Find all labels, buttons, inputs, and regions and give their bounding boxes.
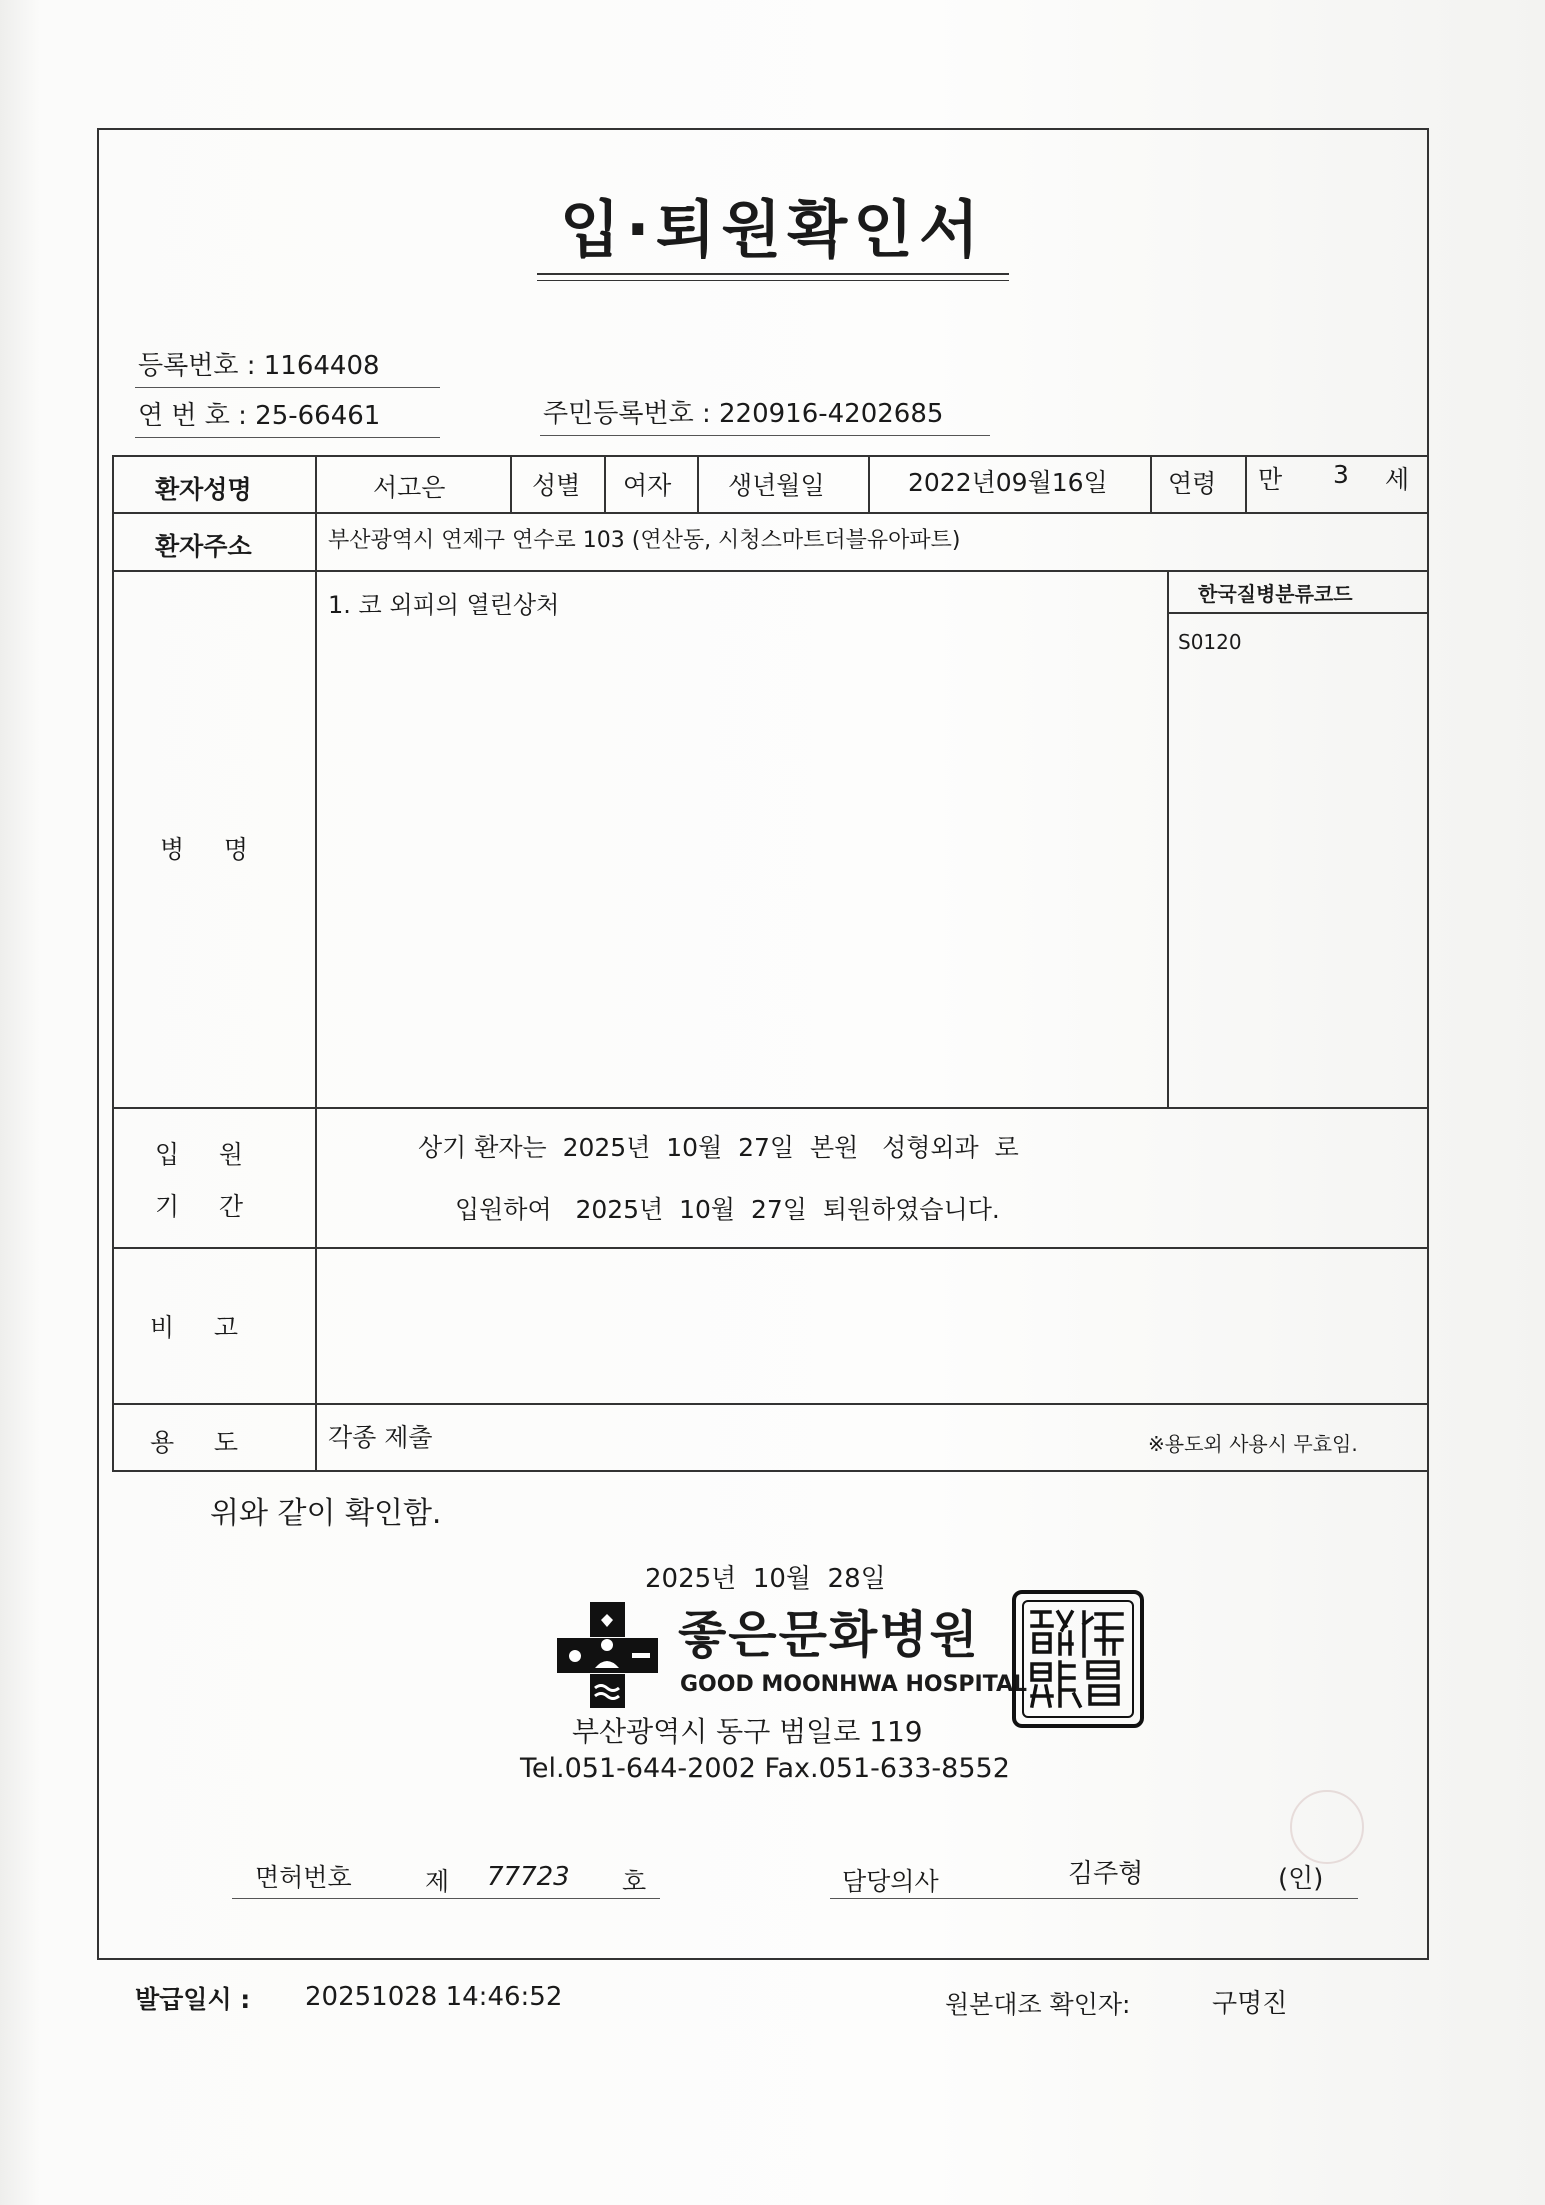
age-suffix: 세 xyxy=(1385,465,1410,494)
registration-number: 등록번호 : 1164408 xyxy=(138,351,380,381)
table-line xyxy=(112,570,1429,572)
dob-value: 2022년09월16일 xyxy=(908,468,1108,497)
underline xyxy=(830,1898,1358,1899)
table-line xyxy=(112,1107,1429,1109)
admission-line-2: 입원하여 2025년 10월 27일 퇴원하였습니다. xyxy=(455,1195,1000,1224)
remarks-label: 비 고 xyxy=(150,1313,239,1342)
license-number: 77723 xyxy=(487,1862,570,1892)
underline xyxy=(135,437,440,438)
sex-label: 성별 xyxy=(532,471,581,500)
table-line xyxy=(112,1403,1429,1405)
document-title: 입·퇴원확인서 xyxy=(560,193,985,266)
diagnosis-item: 1. 코 외피의 열린상처 xyxy=(328,591,560,619)
year-number: 연 번 호 : 25-66461 xyxy=(138,401,381,431)
disease-code-header: 한국질병분류코드 xyxy=(1198,582,1353,606)
confirmation-date: 2025년 10월 28일 xyxy=(645,1564,886,1594)
doctor-name: 김주형 xyxy=(1068,1859,1144,1889)
table-line xyxy=(868,455,870,512)
table-line xyxy=(604,455,606,512)
issue-label: 발급일시 : xyxy=(135,1985,251,2014)
table-line xyxy=(1167,612,1429,614)
hospital-address: 부산광역시 동구 범일로 119 xyxy=(572,1715,923,1748)
purpose-value: 각종 제출 xyxy=(328,1423,433,1452)
hospital-contact: Tel.051-644-2002 Fax.051-633-8552 xyxy=(520,1753,1010,1784)
table-line xyxy=(697,455,699,512)
purpose-label: 용 도 xyxy=(150,1428,239,1457)
hospital-seal-icon xyxy=(1012,1590,1144,1728)
table-line xyxy=(1245,455,1247,512)
patient-name-label: 환자성명 xyxy=(155,475,252,504)
resident-number: 주민등록번호 : 220916-4202685 xyxy=(543,399,944,429)
table-line xyxy=(510,455,512,512)
underline xyxy=(540,435,990,436)
hospital-logo-icon xyxy=(555,1600,660,1710)
patient-address: 부산광역시 연제구 연수로 103 (연산동, 시청스마트더블유아파트) xyxy=(328,528,961,553)
underline xyxy=(135,387,440,388)
hospital-name-en: GOOD MOONHWA HOSPITAL xyxy=(680,1672,1028,1697)
age-label: 연령 xyxy=(1168,469,1217,498)
license-prefix: 제 xyxy=(425,1867,450,1896)
doctor-seal-mark: (인) xyxy=(1278,1864,1324,1894)
table-line xyxy=(112,455,114,1470)
license-suffix: 호 xyxy=(622,1867,647,1896)
title-underline xyxy=(537,273,1009,275)
age-prefix: 만 xyxy=(1258,465,1283,494)
dob-label: 생년월일 xyxy=(728,471,825,500)
verifier-label: 원본대조 확인자: xyxy=(945,1990,1131,2019)
admission-label-2: 기 간 xyxy=(155,1192,244,1221)
admission-label-1: 입 원 xyxy=(155,1140,244,1169)
admission-line-1: 상기 환자는 2025년 10월 27일 본원 성형외과 로 xyxy=(418,1133,1019,1162)
issue-datetime: 20251028 14:46:52 xyxy=(305,1982,563,2012)
doctor-label: 담당의사 xyxy=(842,1867,939,1896)
title-underline xyxy=(537,280,1009,281)
diagnosis-label: 병 명 xyxy=(160,835,249,864)
table-line xyxy=(112,512,1429,514)
underline xyxy=(232,1898,660,1899)
table-line xyxy=(1167,570,1169,1107)
table-line xyxy=(315,455,317,1470)
disease-code: S0120 xyxy=(1178,630,1242,654)
confirmation-statement: 위와 같이 확인함. xyxy=(210,1496,442,1531)
address-label: 환자주소 xyxy=(155,532,252,561)
table-line xyxy=(112,455,1429,457)
purpose-note: ※용도외 사용시 무효임. xyxy=(1148,1432,1358,1456)
sex-value: 여자 xyxy=(623,471,672,500)
patient-name: 서고은 xyxy=(373,473,446,502)
license-label: 면허번호 xyxy=(255,1863,352,1892)
hospital-name-ko: 좋은문화병원 xyxy=(678,1606,980,1664)
table-line xyxy=(112,1247,1429,1249)
table-line xyxy=(112,1470,1429,1472)
age-value: 3 xyxy=(1333,460,1349,489)
verifier-name: 구명진 xyxy=(1212,1989,1288,2019)
faint-stamp-icon xyxy=(1290,1790,1364,1864)
table-line xyxy=(1150,455,1152,512)
